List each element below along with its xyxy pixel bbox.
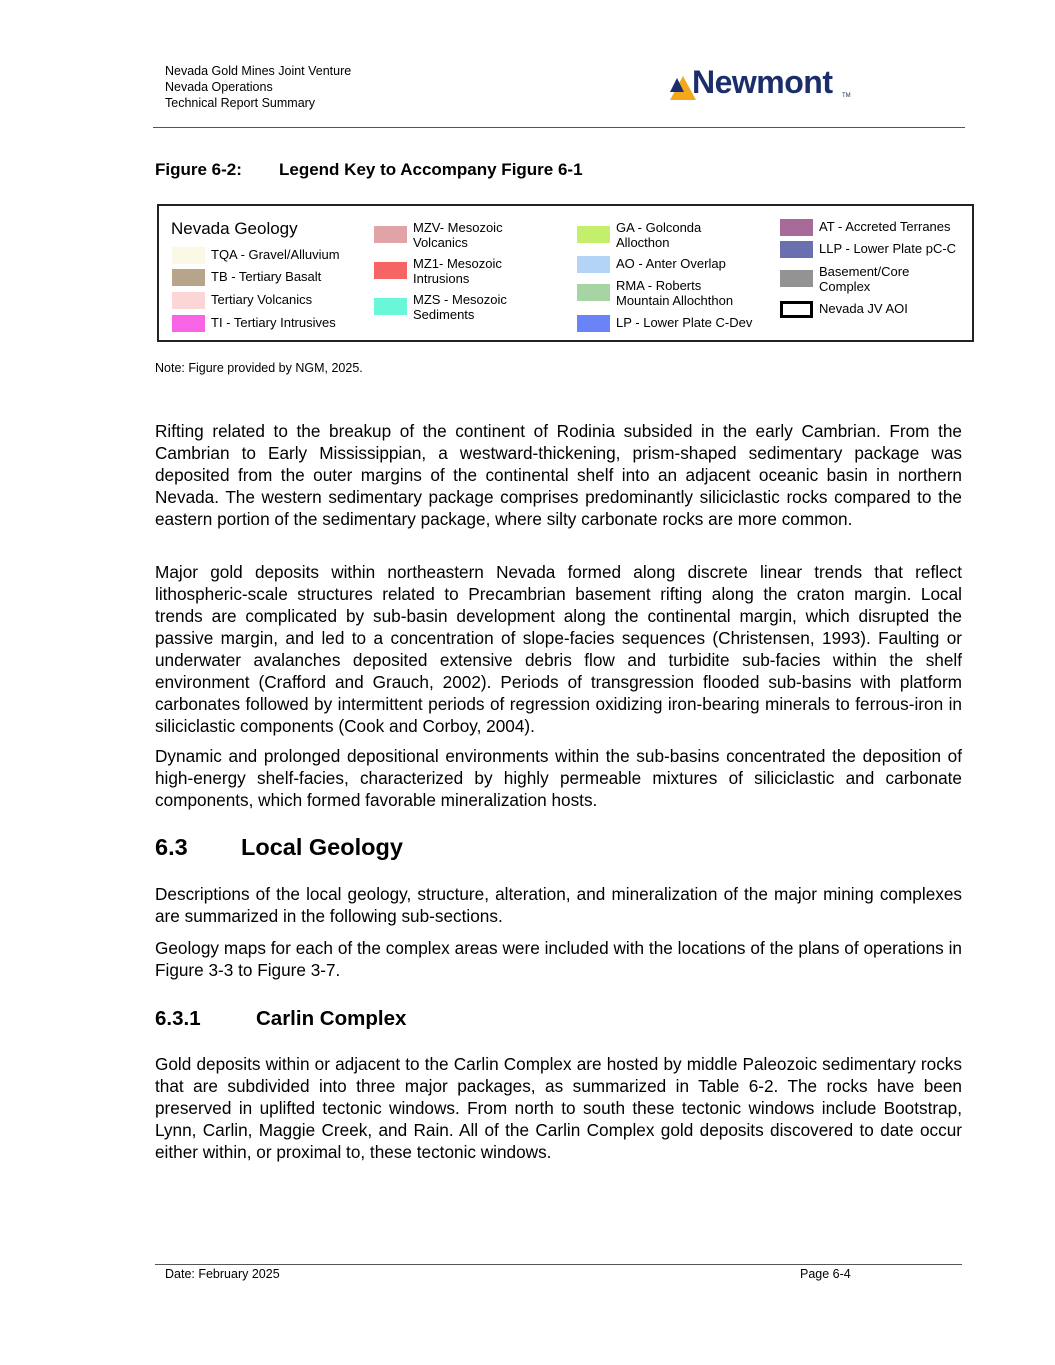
paragraph: Major gold deposits within northeastern Nevada formed along discrete linear trends that reflect lithospheric-scale structures related to Precambrian basement rifting along the craton margin. Local trends are complicated by sub-basin development along the continental margin, which disrupted the passive margin, and led to a concentration of slope-facies sequences (Christensen, 1993). Faulting or underwater avalanches deposited extensive debris flow and turbidite sub-facies within the shelf environment (Crafford and Grauch, 2002). Periods of transgression flooded sub-basins with platform carbonates followed by intermittent periods of regression oxidizing iron-bearing minerals to ferrous-iron in siliciclastic components (Cook and Corboy, 2004). — [155, 562, 962, 736]
legend-item — [780, 241, 974, 258]
legend-label: MZ1- Mesozoic Intrusions — [413, 256, 502, 286]
legend-label: MZS - Mesozoic Sediments — [413, 292, 507, 322]
header-divider — [153, 127, 965, 128]
legend-swatch — [172, 269, 205, 286]
legend-swatch — [172, 247, 205, 264]
newmont-logo — [670, 64, 860, 104]
legend-label: MZV- Mesozoic Volcanics — [413, 220, 503, 250]
legend-swatch — [172, 292, 205, 309]
legend-item — [172, 292, 366, 309]
legend-swatch — [780, 219, 813, 236]
footer-page-number: Page 6-4 — [800, 1267, 851, 1281]
paragraph: Gold deposits within or adjacent to the Carlin Complex are hosted by middle Paleozoic sedimentary rocks that are subdivided into three major packages, as summarized in Table 6-2. The rocks have been preserved in uplifted tectonic windows. From north to south these tectonic windows include Bootstrap, Lynn, Carlin, Maggie Creek, and Rain. All of the Carlin Complex gold deposits discovered to date occur either within, or proximal to, these tectonic windows. — [155, 1054, 962, 1162]
legend-swatch — [172, 315, 205, 332]
section-number: 6.3.1 — [155, 1007, 201, 1030]
legend-label: RMA - Roberts Mountain Allochthon — [616, 278, 734, 308]
legend-item — [577, 256, 771, 273]
legend-swatch-outline — [780, 301, 813, 318]
legend-label: LLP - Lower Plate pC-C — [819, 241, 957, 256]
header-line-company: Nevada Gold Mines Joint Venture — [165, 64, 352, 78]
logo-text: Newmont — [692, 64, 833, 100]
header-line-operations: Nevada Operations — [165, 80, 273, 94]
legend-swatch — [577, 256, 610, 273]
header-line-report: Technical Report Summary — [165, 96, 316, 110]
legend-title: Nevada Geology — [171, 219, 298, 238]
legend-item — [172, 315, 366, 332]
figure-title: Legend Key to Accompany Figure 6-1 — [279, 160, 583, 179]
legend-swatch — [374, 226, 407, 243]
footer-date: Date: February 2025 — [165, 1267, 280, 1281]
legend-item — [374, 292, 568, 322]
legend-item — [374, 220, 568, 250]
legend-label: AO - Anter Overlap — [616, 256, 726, 271]
logo-trademark: TM — [842, 93, 851, 99]
legend-swatch — [577, 284, 610, 301]
legend-item — [577, 220, 771, 250]
geology-legend — [157, 204, 974, 342]
legend-item — [172, 247, 366, 264]
legend-label: TI - Tertiary Intrusives — [211, 315, 336, 330]
legend-item — [577, 278, 771, 308]
paragraph: Geology maps for each of the complex areas were included with the locations of the plans of operations in Figure 3-3 to Figure 3-7. — [155, 938, 962, 980]
legend-swatch — [577, 315, 610, 332]
legend-label: Basement/Core Complex — [819, 264, 910, 294]
figure-note: Note: Figure provided by NGM, 2025. — [155, 361, 363, 375]
report-header — [165, 63, 351, 111]
figure-number: Figure 6-2: — [155, 160, 242, 179]
figure-caption — [155, 160, 583, 180]
legend-swatch — [577, 226, 610, 243]
legend-swatch — [780, 270, 813, 287]
legend-label: Tertiary Volcanics — [211, 292, 313, 307]
legend-swatch — [374, 262, 407, 279]
legend-label: TQA - Gravel/Alluvium — [211, 247, 340, 262]
footer-divider — [155, 1264, 962, 1265]
paragraph: Dynamic and prolonged depositional environments within the sub-basins concentrated the deposition of high-energy shelf-facies, characterized by highly permeable mixtures of siliciclastic and carbonate components, which formed favorable mineralization hosts. — [155, 746, 962, 810]
legend-label: Nevada JV AOI — [819, 301, 908, 316]
legend-item — [780, 219, 974, 236]
legend-swatch — [374, 298, 407, 315]
section-title: Local Geology — [241, 834, 403, 860]
legend-item — [780, 264, 974, 294]
section-title: Carlin Complex — [256, 1007, 407, 1030]
paragraph: Descriptions of the local geology, structure, alteration, and mineralization of the major mining complexes are summarized in the following sub-sections. — [155, 884, 962, 926]
legend-item — [172, 269, 366, 286]
legend-label: AT - Accreted Terranes — [819, 219, 951, 234]
legend-item — [780, 301, 974, 318]
section-number: 6.3 — [155, 834, 188, 860]
legend-swatch — [780, 241, 813, 258]
legend-label: GA - Golconda Allocthon — [616, 220, 702, 250]
paragraph: Rifting related to the breakup of the continent of Rodinia subsided in the early Cambrian. From the Cambrian to Early Mississippian, a westward-thickening, prism-shaped sedimentary package was deposited from the outer margins of the continental shelf into an adjacent oceanic basin in northern Nevada. The western sedimentary package comprises predominantly siliciclastic rocks compared to the eastern portion of the sedimentary package, where silty carbonate rocks are more common. — [155, 421, 962, 529]
section-heading-6-3-1 — [155, 1007, 406, 1031]
legend-item — [577, 315, 771, 332]
legend-label: LP - Lower Plate C-Dev — [616, 315, 753, 330]
section-heading-6-3 — [155, 834, 403, 861]
legend-label: TB - Tertiary Basalt — [211, 269, 322, 284]
legend-item — [374, 256, 568, 286]
